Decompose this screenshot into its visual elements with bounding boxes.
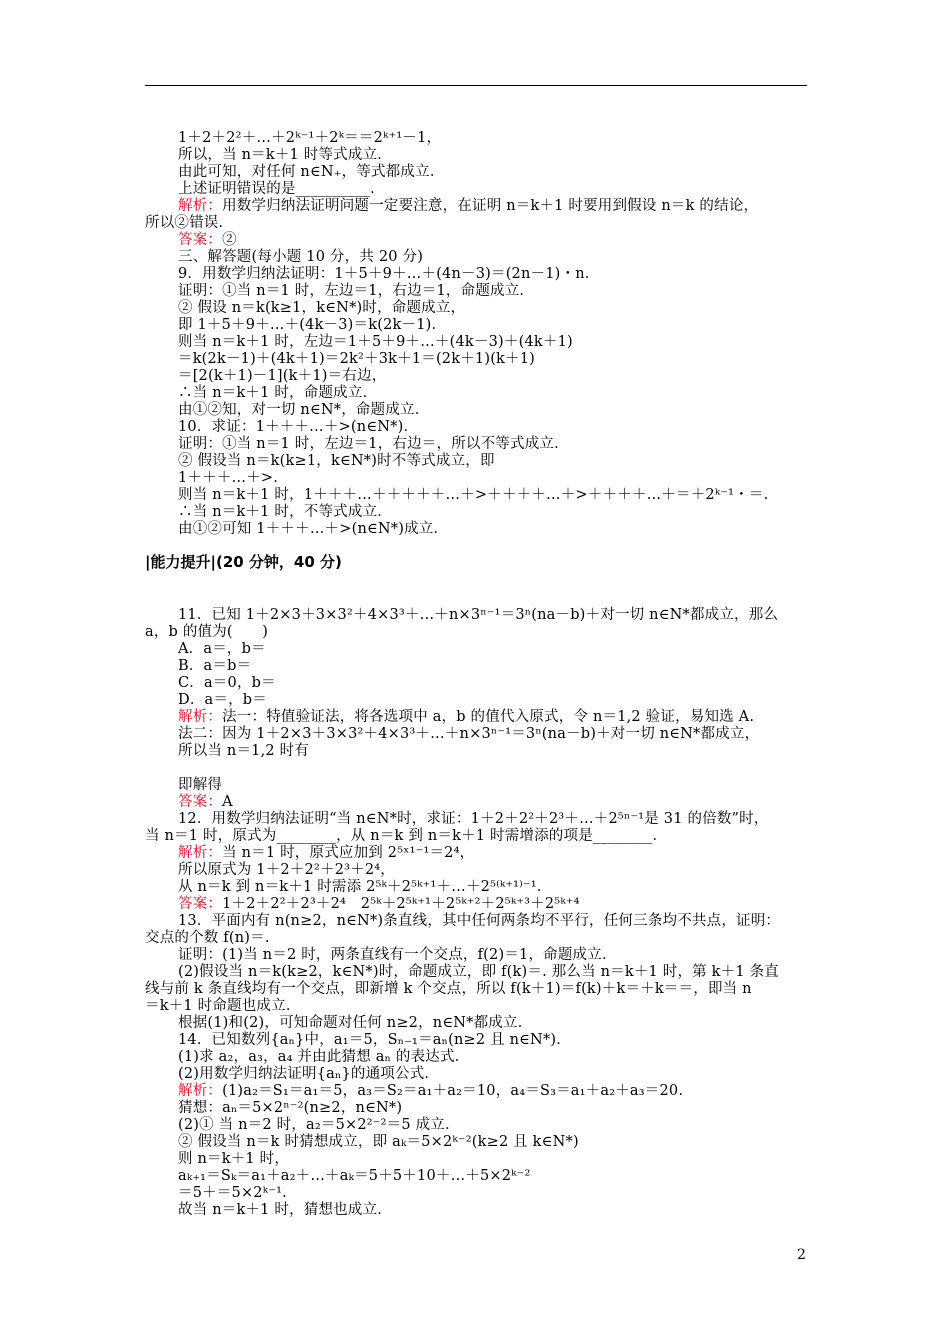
text-line — [178, 709, 754, 726]
text-line — [178, 675, 276, 692]
text-line — [178, 521, 448, 538]
section-title: |能力提升|(20 分钟，40 分) — [145, 553, 342, 571]
text-line — [178, 385, 377, 402]
text-line — [178, 947, 617, 964]
text-line — [178, 896, 580, 913]
text-line — [178, 794, 233, 811]
line-text: (2)① 当 n＝2 时，a₂＝5×2²⁻²＝5 成立． — [178, 1117, 460, 1133]
line-text: 1＋2＋2²＋2³＋2⁴ 2⁵ᵏ＋2⁵ᵏ⁺¹＋2⁵ᵏ⁺²＋2⁵ᵏ⁺³＋2⁵ᵏ⁺⁴ — [222, 896, 580, 912]
line-text: ② 假设当 n＝k 时猜想成立，即 aₖ＝5×2ᵏ⁻²(k≥2 且 k∈N*) — [178, 1134, 579, 1150]
text-line — [178, 1049, 469, 1066]
line-text: 则当 n＝k＋1 时，左边＝1＋5＋9＋…＋(4k－3)＋(4k＋1) — [178, 334, 573, 350]
line-text: 10．求证：1＋＋＋…＋>(n∈N*)． — [178, 419, 419, 435]
text-line — [145, 215, 233, 232]
line-text: ② — [222, 232, 237, 248]
line-text: ② 假设当 n＝k(k≥1，k∈N*)时不等式成立，即 — [178, 453, 495, 469]
header-rule — [145, 85, 807, 86]
line-text: 猜想：aₙ＝5×2ⁿ⁻²(n≥2，n∈N*) — [178, 1100, 403, 1116]
answer-label: 解析： — [178, 709, 223, 725]
line-text: 用数学归纳法证明问题一定要注意，在证明 n＝k＋1 时要用到假设 n＝k 的结论， — [222, 198, 759, 214]
line-text: 11．已知 1＋2×3＋3×3²＋4×3³＋…＋n×3ⁿ⁻¹＝3ⁿ(na－b)＋对一切 n∈N*都成立，那么 — [178, 607, 779, 623]
line-text: A．a＝，b＝ — [178, 641, 266, 657]
text-line — [178, 862, 395, 879]
line-text: 交点的个数 f(n)＝. — [145, 930, 270, 946]
text-line — [178, 130, 441, 147]
text-line — [178, 368, 386, 385]
line-text: 当 n＝1 时，原式为________，从 n＝k 到 n＝k＋1 时需增添的项是________． — [145, 828, 668, 844]
line-text: aₖ₊₁＝Sₖ＝a₁＋a₂＋…＋aₖ＝5＋5＋10＋…＋5×2ᵏ⁻² — [178, 1168, 531, 1184]
line-text: (2)用数学归纳法证明{aₙ}的通项公式． — [178, 1066, 440, 1082]
line-text: 即 1＋5＋9＋…＋(4k－3)＝k(2k－1)． — [178, 317, 447, 333]
line-text: a，b 的值为( ) — [145, 624, 269, 640]
text-line — [178, 964, 779, 981]
answer-label: 答案： — [178, 794, 223, 810]
text-line — [178, 811, 769, 828]
line-text: ＝[2(k＋1)－1](k＋1)＝右边， — [178, 368, 387, 384]
line-text: 根据(1)和(2)，可知命题对任何 n≥2，n∈N*都成立． — [178, 1015, 533, 1031]
line-text: 9．用数学归纳法证明：1＋5＋9＋…＋(4n－3)＝(2n－1)・n. — [178, 266, 590, 282]
text-line — [178, 402, 429, 419]
text-line — [178, 181, 385, 198]
text-line — [145, 998, 301, 1015]
text-line — [178, 351, 535, 368]
answer-label: 答案： — [178, 232, 223, 248]
line-text: B．a＝b＝ — [178, 658, 252, 674]
text-line — [178, 300, 465, 317]
line-text: (1)求 a₂，a₃，a₄ 并由此猜想 aₙ 的表达式． — [178, 1049, 470, 1065]
line-text: 由此可知，对任何 n∈N₊，等式都成立． — [178, 164, 445, 180]
answer-label: 解析： — [178, 198, 223, 214]
line-text: 证明：①当 n＝1 时，左边＝1，右边＝1，命题成立． — [178, 283, 535, 299]
answer-label: 解析： — [178, 845, 223, 861]
text-line — [178, 487, 768, 504]
page-number: 2 — [797, 1247, 806, 1263]
line-text: D．a＝，b＝ — [178, 692, 267, 708]
text-line — [178, 317, 446, 334]
text-line — [178, 1083, 683, 1100]
text-line — [178, 641, 266, 658]
text-line — [178, 470, 278, 487]
text-line — [178, 419, 418, 436]
line-text: 证明：①当 n＝1 时，左边＝1，右边＝，所以不等式成立． — [178, 436, 569, 452]
line-text: 由①②知，对一切 n∈N*，命题成立． — [178, 402, 430, 418]
line-text: ② 假设 n＝k(k≥1，k∈N*)时，命题成立， — [178, 300, 466, 316]
text-line — [178, 1117, 460, 1134]
line-text: 12．用数学归纳法证明“当 n∈N*时，求证：1＋2＋2²＋2³＋…＋2⁵ⁿ⁻¹是 31 的倍数”时， — [178, 811, 769, 827]
text-line — [145, 981, 752, 998]
line-text: 则 n＝k＋1 时， — [178, 1151, 290, 1167]
line-text: 所以原式为 1＋2＋2²＋2³＋2⁴， — [178, 862, 395, 878]
line-text: 所以，当 n＝k＋1 时等式成立． — [178, 147, 392, 163]
text-line — [178, 1032, 571, 1049]
text-line — [178, 232, 237, 249]
line-text: (2)假设当 n＝k(k≥2，k∈N*)时，命题成立，即 f(k)＝. 那么当 n＝k＋1 时，第 k＋1 条直 — [178, 964, 779, 980]
text-line — [178, 1151, 289, 1168]
text-line — [145, 828, 667, 845]
text-line — [178, 726, 759, 743]
answer-label: 答案： — [178, 896, 223, 912]
line-text: C．a＝0，b＝ — [178, 675, 276, 691]
text-line — [178, 607, 778, 624]
text-line — [145, 930, 270, 947]
line-text: 所以②错误． — [145, 215, 234, 231]
line-text: 即解得 — [178, 777, 223, 793]
line-text: ＝k＋1 时命题也成立． — [145, 998, 301, 1014]
line-text: 1＋2＋2²＋…＋2ᵏ⁻¹＋2ᵏ＝＝2ᵏ⁺¹－1， — [178, 130, 442, 146]
text-line — [178, 1168, 531, 1185]
text-line — [178, 1202, 392, 1219]
text-line — [178, 147, 392, 164]
line-text: 三、解答题(每小题 10 分，共 20 分) — [178, 249, 424, 265]
text-line — [145, 624, 268, 641]
line-text: 当 n＝1 时，原式应加到 2⁵ˣ¹⁻¹＝2⁴， — [222, 845, 475, 861]
text-line — [178, 453, 495, 470]
text-line — [178, 1066, 439, 1083]
text-line — [178, 249, 423, 266]
line-text: 上述证明错误的是__________． — [178, 181, 385, 197]
line-text: 14．已知数列{aₙ}中，a₁＝5，Sₙ₋₁＝aₙ(n≥2 且 n∈N*)． — [178, 1032, 571, 1048]
text-line — [178, 743, 309, 760]
line-text: ＝5＋＝5×2ᵏ⁻¹. — [178, 1185, 287, 1201]
line-text: 则当 n＝k＋1 时，1＋＋＋…＋＋＋＋＋…＋>＋＋＋＋…＋>＋＋＋＋…＋＝＋2ᵏ⁻¹・＝. — [178, 487, 769, 503]
text-line — [178, 164, 445, 181]
line-text: ∴当 n＝k＋1 时，命题成立． — [178, 385, 378, 401]
line-text: (1)a₂＝S₁＝a₁＝5，a₃＝S₂＝a₁＋a₂＝10，a₄＝S₃＝a₁＋a₂＋a₃＝20. — [222, 1083, 684, 1099]
text-line — [178, 845, 474, 862]
text-line — [178, 334, 573, 351]
text-line — [178, 1100, 402, 1117]
text-line — [178, 436, 569, 453]
line-text: 所以当 n＝1,2 时有 — [178, 743, 310, 759]
text-line — [178, 1134, 579, 1151]
line-text: 故当 n＝k＋1 时，猜想也成立． — [178, 1202, 392, 1218]
text-line — [178, 692, 267, 709]
line-text: 证明：(1)当 n＝2 时，两条直线有一个交点，f(2)＝1，命题成立． — [178, 947, 617, 963]
text-line — [178, 198, 758, 215]
text-line — [178, 504, 392, 521]
text-line — [178, 913, 780, 930]
text-line — [178, 283, 534, 300]
answer-label: 解析： — [178, 1083, 223, 1099]
text-line — [178, 1185, 287, 1202]
line-text: 由①②可知 1＋＋＋…＋>(n∈N*)成立． — [178, 521, 449, 537]
line-text: ∴当 n＝k＋1 时，不等式成立． — [178, 504, 392, 520]
line-text: 法一：特值验证法，将各选项中 a，b 的值代入原式，令 n＝1,2 验证，易知选 A. — [222, 709, 755, 725]
text-line — [178, 879, 552, 896]
line-text: 1＋＋＋…＋>. — [178, 470, 279, 486]
text-line — [178, 266, 590, 283]
line-text: A — [222, 794, 233, 810]
line-text: ＝k(2k－1)＋(4k＋1)＝2k²＋3k＋1＝(2k＋1)(k＋1) — [178, 351, 536, 367]
line-text: 线与前 k 条直线均有一个交点，即新增 k 个交点，所以 f(k＋1)＝f(k)＋k＝＋k＝＝，即当 n — [145, 981, 752, 997]
text-line — [178, 1015, 532, 1032]
line-text: 法二：因为 1＋2×3＋3×3²＋4×3³＋…＋n×3ⁿ⁻¹＝3ⁿ(na－b)＋对一切 n∈N*都成立， — [178, 726, 760, 742]
line-text: 13．平面内有 n(n≥2，n∈N*)条直线，其中任何两条均不平行，任何三条均不共点，证明： — [178, 913, 781, 929]
text-line — [178, 658, 251, 675]
text-line — [178, 777, 222, 794]
line-text: 从 n＝k 到 n＝k＋1 时需添 2⁵ᵏ＋2⁵ᵏ⁺¹＋…＋2⁵⁽ᵏ⁺¹⁾⁻¹． — [178, 879, 552, 895]
